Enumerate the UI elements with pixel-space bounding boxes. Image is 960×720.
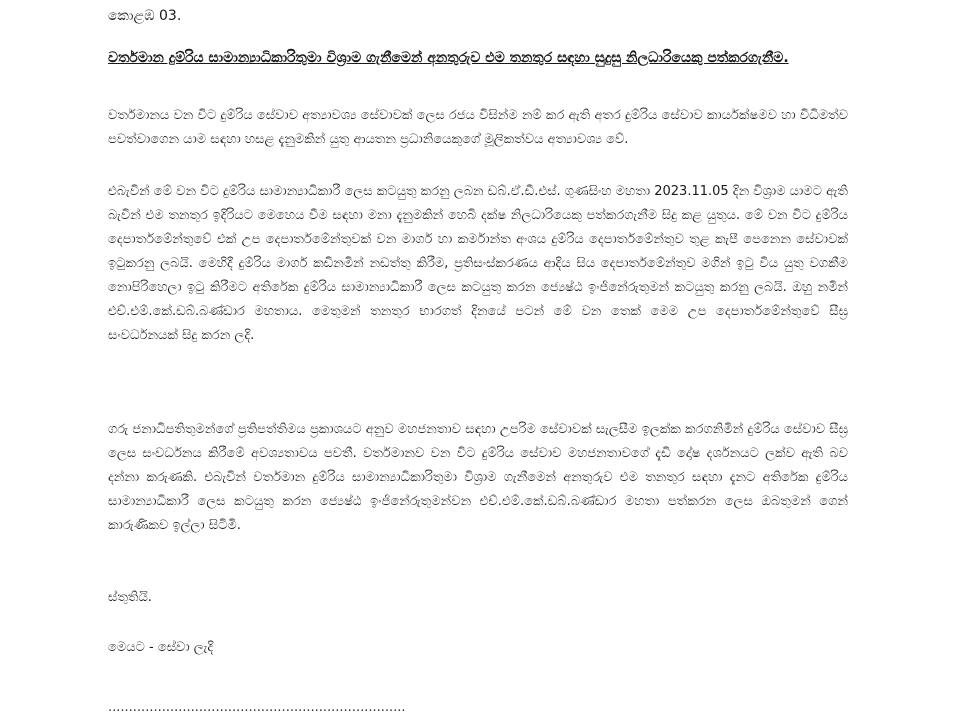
- paragraph-1: වර්තමානය වන විට දුම්රිය සේවාව අත්‍යාවශ්‍ය සේවාවක් ලෙස රජය විසින්ම නම් කර ඇති අතර දුම්රිය සේවාව කාර්යක්ෂමව හා විධිමත්ව පවත්වාගෙන යාම සඳහා හසළ දැනුමකින් යුතු ආයතන ප්‍රධානියෙකුගේ මූලිකත්වය අත්‍යාවශ්‍ය වේ.: [108, 108, 848, 147]
- signature-line: ........................................................................: [108, 700, 406, 715]
- thanks-line: ස්තුතියි.: [108, 590, 152, 605]
- address-line: කොළඹ 03.: [108, 8, 182, 24]
- closing-line: මෙයට - සේවා ලැදි: [108, 640, 214, 655]
- paragraph-3: ගරු ජනාධිපතිතුමන්ගේ ප්‍රතිපත්තිමය ප්‍රකාශයට අනුව මහජනතාව සඳහා උපරිම සේවාවක් සැලසීම ඉලක්ක කරගනිමින් දුම්රිය සේවාව සීඝ්‍ර ලෙස සංවර්ධනය කිරීමේ අවශ්‍යතාවය පවතී. වර්තමානව වන විට දුම්රිය සේවාව මහජනතාවගේ දැඩි දෝෂ දර්ශනයට ලක්ව ඇති බව දන්නා කරුණකි. එබැවින් වර්තමාන දුම්රිය සාමාන්‍යාධිකාරිතුමා විශ්‍රාම ගැනීමෙන් අනතුරුව එම තනතුර සඳහා දැනට අතිරේක දුම්රිය සාමාන්‍යාධිකාරී ලෙස කටයුතු කරන ජ්‍යෙෂ්ඨ ඉංජිනේරුතුමන්වන එච්.එම්.කේ.ඩබ්.බණ්ඩාර මහතා පත්කරන ලෙස ඔබතුමන් ගෙන් කාරුණිකව ඉල්ලා සිටිමි.: [108, 422, 848, 533]
- letter-subject: වර්තමාන දුම්රිය සාමාන්‍යාධිකාරිතුමා විශ්‍රාම ගැනීමෙන් අනතුරුව එම තනතුර සඳහා සුදුසු නිලධාරියෙකු පත්කරගැනීම.: [108, 50, 789, 66]
- paragraph-2: එබැවින් මේ වන විට දුම්රිය සාමාන්‍යාධිකාරී ලෙස කටයුතු කරනු ලබන ඩබ්.ඒ.ඩී.එස්. ගුණසිංහ මහතා 2023.11.05 දින විශ්‍රාම යාමට ඇති බැවින් එම තනතුර ඉදිරියට මෙහෙය වීම සඳහා මනා දැනුමකින් හෙබි දක්ෂ නිලධාරියෙකු පත්කරගැනීම සිදු කළ යුතුය. මේ වන විට දුම්රිය දෙපාර්තමේන්තුවේ එක් උප දෙපාර්තමේන්තුවක් වන මාර්ග හා කර්මාන්ත අංශය දුම්රිය දෙපාර්තමේන්තුව තුළ කැපී පෙනෙන සේවාවක් ඉටුකරනු ලබයි. මෙහිදී දුම්රිය මාර්ග කඩිනමින් නඩත්තු කිරීම, ප්‍රතිසංස්කරණය ආදිය සිය දෙපාර්තමේන්තුව මගින් ඉටු විය යුතු වගකීම නොපිරිහෙලා ඉටු කිරීමට අතිරේක දුම්රිය සාමාන්‍යාධිකාරී ලෙස කටයුතු කරන ජ්‍යෙෂ්ඨ ඉංජිනේරුතුමන් කටයුතු කරනු ලබයි. ඔහු නමින් එච්.එම්.කේ.ඩබ්.බණ්ඩාර මහතාය. මෙතුමන් තනතුර භාරගත් දිනයේ පටන් මේ වන තෙක් මෙම උප දෙපාර්තමේන්තුවේ සීඝ්‍ර සංවර්ධනයක් සිදු කරන ලදි.: [108, 184, 848, 343]
